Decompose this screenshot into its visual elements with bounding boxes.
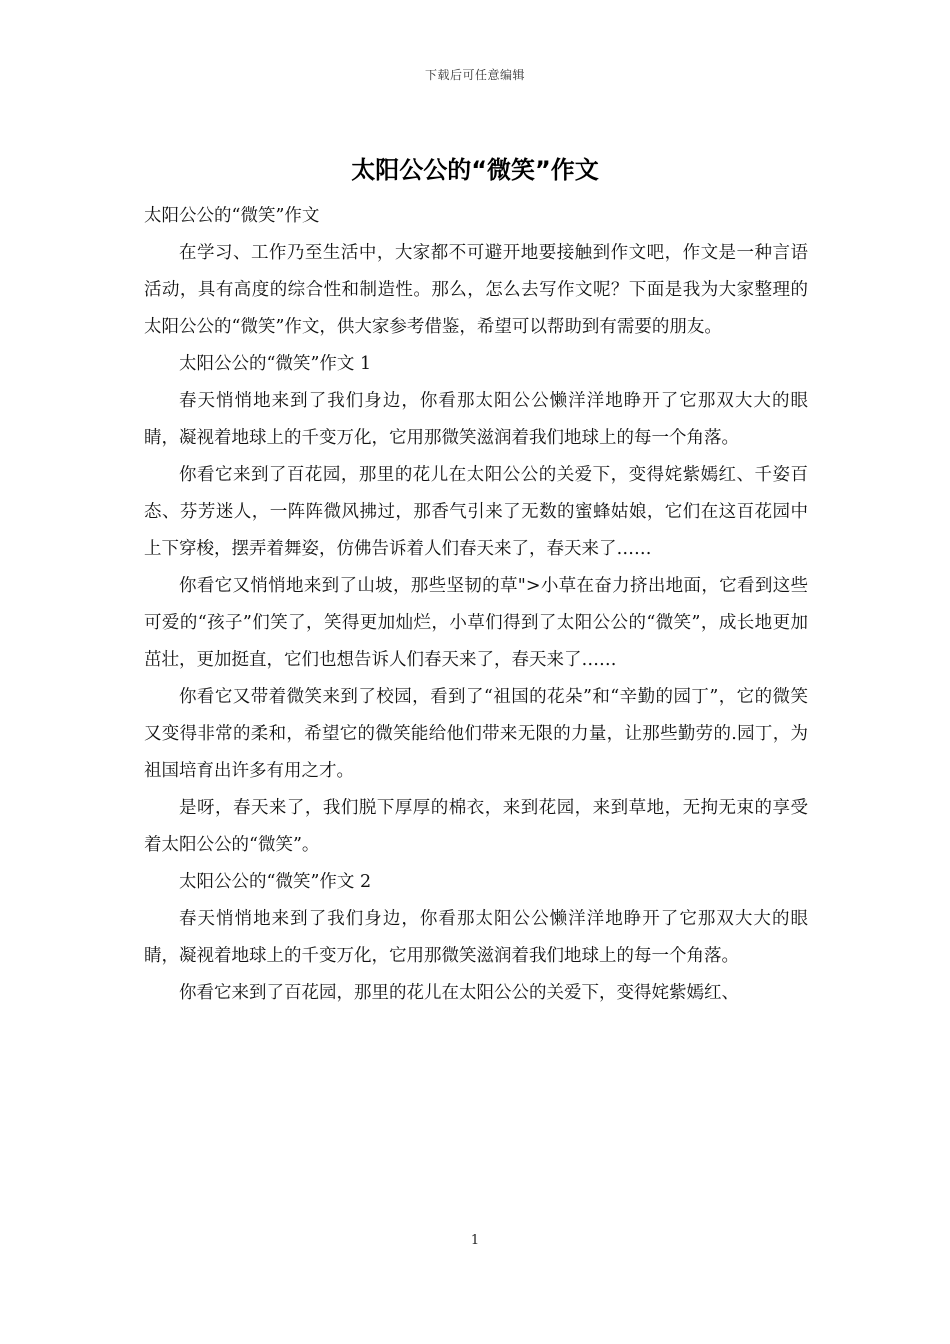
- paragraph: 春天悄悄地来到了我们身边，你看那太阳公公懒洋洋地睁开了它那双大大的眼睛，凝视着地球上的千变万化，它用那微笑滋润着我们地球上的每一个角落。: [144, 391, 808, 448]
- paragraph: 是呀，春天来了，我们脱下厚厚的棉衣，来到花园，来到草地，无拘无束的享受着太阳公公的“微笑”。: [144, 798, 808, 855]
- paragraph: 你看它又带着微笑来到了校园，看到了“祖国的花朵”和“辛勤的园丁”，它的微笑又变得非常的柔和，希望它的微笑能给他们带来无限的力量，让那些勤劳的.园丁，为祖国培育出许多有用之才。: [144, 687, 808, 781]
- section-heading-essay-2: 太阳公公的“微笑”作文 2: [179, 872, 372, 892]
- paragraph: 春天悄悄地来到了我们身边，你看那太阳公公懒洋洋地睁开了它那双大大的眼睛，凝视着地球上的千变万化，它用那微笑滋润着我们地球上的每一个角落。: [144, 909, 808, 966]
- page-number: 1: [470, 1233, 480, 1248]
- paragraph-intro: 在学习、工作乃至生活中，大家都不可避开地要接触到作文吧，作文是一种言语活动，具有高度的综合性和制造性。那么，怎么去写作文呢？下面是我为大家整理的太阳公公的“微笑”作文，供大家参考借鉴，希望可以帮助到有需要的朋友。: [144, 243, 808, 337]
- paragraph: 你看它来到了百花园，那里的花儿在太阳公公的关爱下，变得姹紫嫣红、千姿百态、芬芳迷人，一阵阵微风拂过，那香气引来了无数的蜜蜂姑娘，它们在这百花园中上下穿梭，摆弄着舞姿，仿佛告诉着人们春天来了，春天来了……: [144, 465, 808, 559]
- paragraph-subtitle: 太阳公公的“微笑”作文: [144, 206, 320, 226]
- paragraph: 你看它又悄悄地来到了山坡，那些坚韧的草">小草在奋力挤出地面，它看到这些可爱的“孩子”们笑了，笑得更加灿烂，小草们得到了太阳公公的“微笑”，成长地更加茁壮，更加挺直，它们也想告诉人们春天来了，春天来了……: [144, 576, 808, 670]
- paragraph: 你看它来到了百花园，那里的花儿在太阳公公的关爱下，变得姹紫嫣红、: [179, 983, 739, 1003]
- document-title: 太阳公公的“微笑”作文: [351, 156, 599, 184]
- document-body: [144, 198, 808, 1012]
- section-heading-essay-1: 太阳公公的“微笑”作文 1: [179, 354, 372, 374]
- page-header-note: 下载后可任意编辑: [424, 68, 525, 82]
